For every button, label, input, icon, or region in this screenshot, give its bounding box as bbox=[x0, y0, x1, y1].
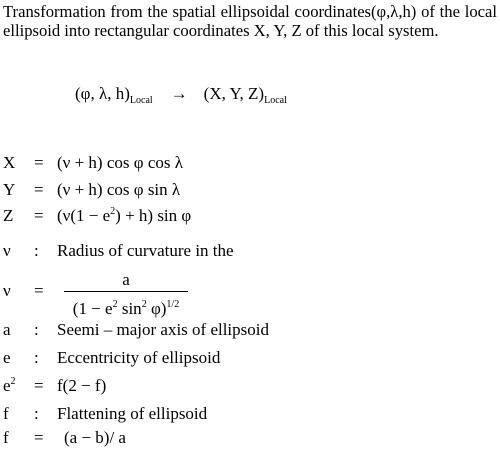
equation-symbol: f bbox=[3, 404, 9, 423]
equation-operator: : bbox=[34, 241, 39, 260]
fraction-denominator bbox=[64, 295, 188, 318]
exponent: 2 bbox=[112, 299, 118, 310]
equation-symbol: X bbox=[3, 153, 16, 172]
equation-operator: : bbox=[34, 348, 39, 367]
exponent: 2 bbox=[110, 206, 116, 217]
transform-rhs-subscript: Local bbox=[264, 95, 287, 106]
equation-operator: = bbox=[34, 281, 44, 300]
transform-lhs-subscript: Local bbox=[129, 95, 153, 106]
equation-expression: Flattening of ellipsoid bbox=[57, 404, 208, 423]
exponent: 2 bbox=[141, 299, 147, 310]
fraction-bar bbox=[64, 291, 188, 292]
equation-expression: f(2 − f) bbox=[57, 376, 107, 395]
equation-operator: = bbox=[34, 428, 44, 447]
expression-part: (ν(1 − e bbox=[57, 206, 111, 225]
equation-expression: (a − b)/ a bbox=[64, 428, 126, 447]
expression-part: sin bbox=[117, 299, 142, 318]
equation-expression: Radius of curvature in the bbox=[57, 241, 234, 260]
symbol-base: e bbox=[3, 376, 11, 395]
equation-operator: = bbox=[34, 376, 44, 395]
equation-operator: = bbox=[34, 206, 44, 225]
right-arrow-icon: → bbox=[170, 84, 188, 103]
intro-paragraph: Transformation from the spatial ellipsoidal coordinates(φ,λ,h) of the local ellipsoid into rectangular coordinates X, Y, Z of this local system. bbox=[3, 2, 497, 40]
expression-part: ) + h) sin φ bbox=[115, 206, 192, 225]
expression-part: (1 − e bbox=[72, 299, 113, 318]
equation-operator: = bbox=[34, 153, 44, 172]
equation-operator: : bbox=[34, 320, 39, 339]
equation-symbol: Z bbox=[3, 206, 14, 225]
equation-symbol: e bbox=[3, 348, 11, 367]
equation-expression bbox=[57, 206, 191, 226]
equation-expression: Eccentricity of ellipsoid bbox=[57, 348, 221, 367]
equation-symbol: a bbox=[3, 320, 11, 339]
transformation-mapping bbox=[75, 84, 287, 106]
equation-expression: Seemi – major axis of ellipsoid bbox=[57, 320, 269, 339]
equation-expression: (ν + h) cos φ cos λ bbox=[57, 153, 183, 172]
exponent: 1/2 bbox=[166, 299, 180, 310]
equation-symbol bbox=[3, 376, 16, 396]
equation-symbol: f bbox=[3, 428, 9, 447]
expression-part: φ) bbox=[146, 299, 167, 318]
equation-expression: (ν + h) cos φ sin λ bbox=[57, 180, 181, 199]
equation-symbol: Y bbox=[3, 180, 16, 199]
equation-operator: : bbox=[34, 404, 39, 423]
transform-rhs: (X, Y, Z) bbox=[203, 84, 265, 103]
equation-operator: = bbox=[34, 180, 44, 199]
equation-symbol: ν bbox=[3, 241, 11, 260]
exponent: 2 bbox=[10, 376, 16, 387]
fraction-numerator: a bbox=[122, 270, 130, 289]
transform-lhs: (φ, λ, h) bbox=[75, 84, 130, 103]
equation-symbol: ν bbox=[3, 281, 11, 300]
nu-fraction bbox=[64, 270, 188, 318]
